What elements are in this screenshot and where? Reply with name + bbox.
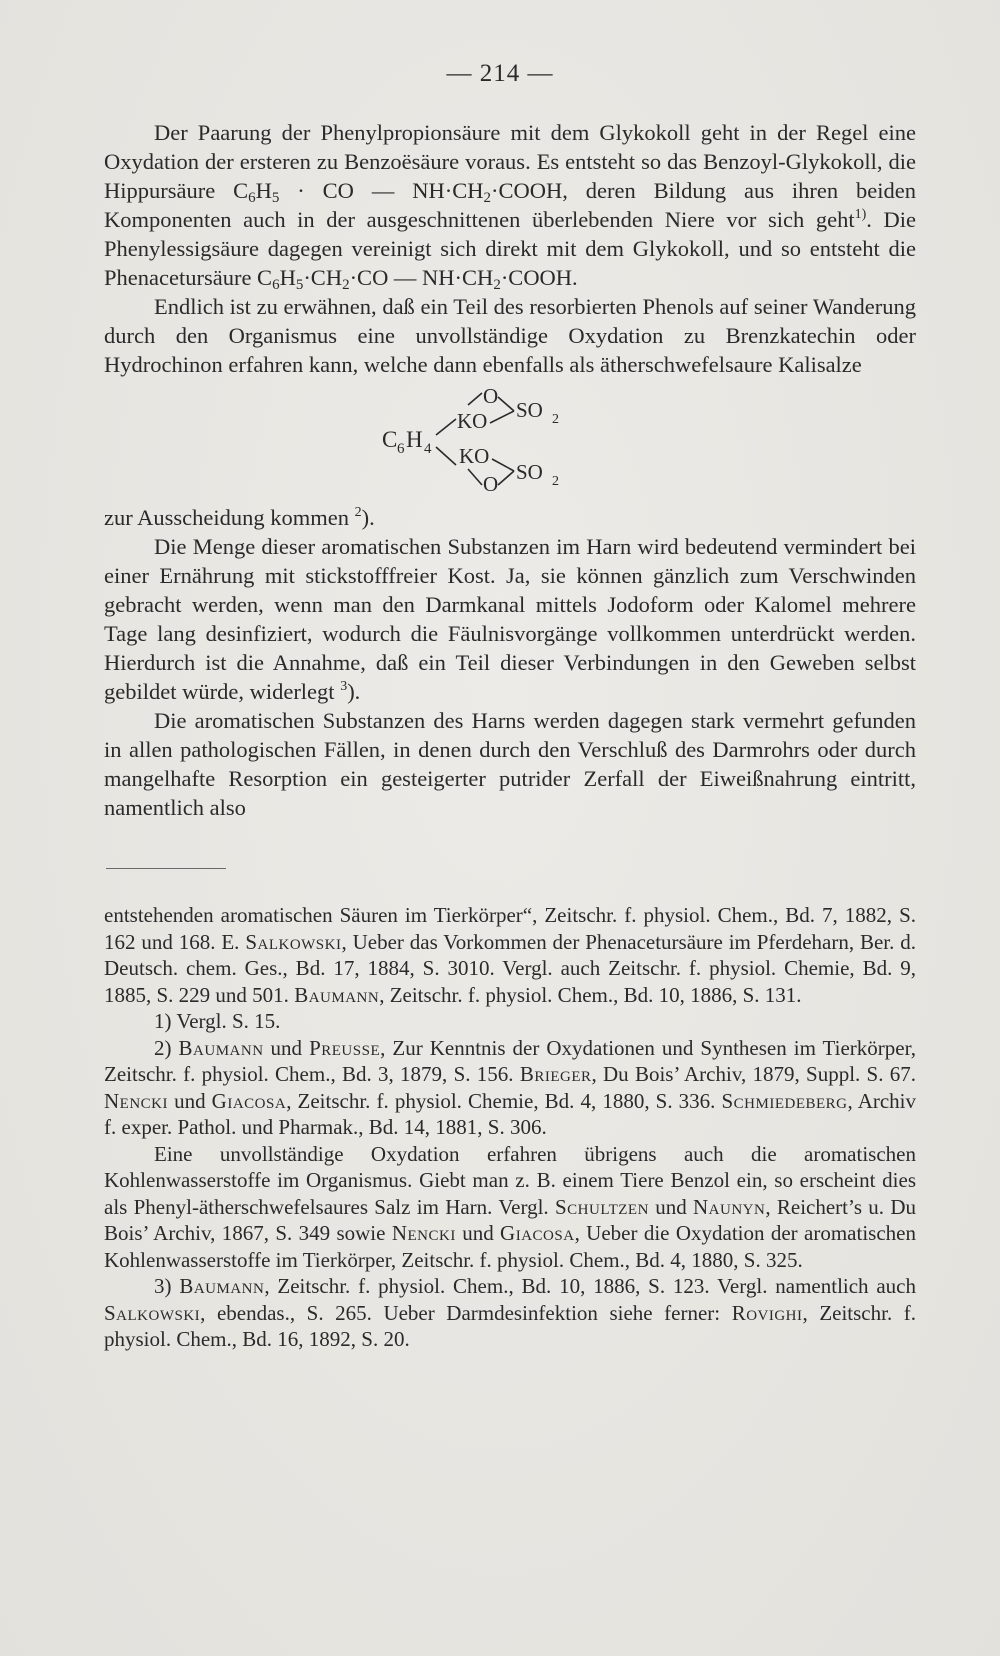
bond-so2-bottom-a (492, 459, 514, 471)
footnote-2-continued: Eine unvollständige Oxydation erfahren übrigens auch die aromatischen Kohlenwasserstoffe im Organismus. Giebt man z. B. einem Tiere Benzol ein, so erscheint dies als Phenyl-ätherschwefelsaures Salz im Harn. Vergl. Schultzen und Naunyn, Reichert’s u. Du Bois’ Archiv, 1867, S. 349 sowie Nencki und Giacosa, Ueber die Oxydation der aromatischen Kohlenwasserstoffe im Tierkörper, Zeitschr. f. physiol. Chem., Bd. 4, 1880, S. 325. (104, 1141, 916, 1272)
formula-ko-bottom: KO (459, 444, 490, 468)
footnote-3: 3) Baumann, Zeitschr. f. physiol. Chem., Bd. 10, 1886, S. 123. Vergl. namentlich auch Salkowski, ebendas., S. 265. Ueber Darmdesinfektion siehe ferner: Rovighi, Zeitschr. f. physiol. Chem., Bd. 16, 1892, S. 20. (104, 1274, 917, 1351)
main-text (104, 118, 916, 822)
bond-upper (436, 419, 456, 435)
formula-sub4: 4 (424, 441, 432, 457)
paragraph-3: zur Ausscheidung kommen $^2$). (104, 505, 375, 530)
bond-o-top (468, 393, 482, 405)
bond-so2-top-b (490, 411, 514, 423)
footnote-2: 2) Baumann und Preusse, Zur Kenntnis der Oxydationen und Synthesen im Tierkörper, Zeitschr. f. physiol. Chem., Bd. 3, 1879, S. 156. Brieger, Du Bois’ Archiv, 1879, Suppl. S. 67. Nencki und Giacosa, Zeitschr. f. physiol. Chemie, Bd. 4, 1880, S. 336. Schmiedeberg, Archiv f. exper. Pathol. und Pharmak., Bd. 14, 1881, S. 306. (104, 1035, 917, 1139)
footnote-ref-3: 3 (340, 679, 348, 694)
formula-sub6: 6 (397, 441, 405, 457)
footnote-ref-2: 2 (354, 505, 362, 520)
formula-so2-top: SO (516, 398, 543, 422)
footnote-continuation: entstehenden aromatischen Säuren im Tierkörper“, Zeitschr. f. physiol. Chem., Bd. 7, 1882, S. 162 und 168. E. Salkowski, Ueber das Vorkommen der Phenacetursäure im Pferdeharn, Ber. d. Deutsch. chem. Ges., Bd. 17, 1884, S. 3010. Vergl. auch Zeitschr. f. physiol. Chemie, Bd. 9, 1885, S. 229 und 501. Baumann, Zeitschr. f. physiol. Chem., Bd. 10, 1886, S. 131. (104, 903, 917, 1007)
paragraph-4: Die Menge dieser aromatischen Substanzen im Harn wird bedeutend vermindert bei einer Ernährung mit stickstofffreier Kost. Ja, sie können gänzlich zum Verschwinden gebracht werden, wenn man den Darmkanal mittels Jodoform oder Kalomel mehrere Tage lang desinfiziert, wodurch die Fäulnisvorgänge vollkommen unterdrückt werden. Hierdurch ist die Annahme, daß ein Teil dieser Verbindungen in den Geweben selbst gebildet würde, widerlegt $^3$). (104, 534, 916, 704)
formula-so2-bottom: SO (516, 460, 543, 484)
bond-so2-top-a (498, 397, 514, 411)
bond-lower (436, 447, 456, 465)
paragraph-1: Der Paarung der Phenylpropionsäure mit dem Glykokoll geht in der Regel eine Oxydation der ersteren zu Benzoësäure voraus. Es entsteht so das Benzoyl-Glykokoll, die Hippursäure $C_6H_5$ · CO — $NH\cdot CH_2\cdot COOH$, deren Bildung aus ihren beiden Komponenten auch in der ausgeschnittenen überlebenden Niere vor sich geht$^{1)}$. Die Phenylessigsäure dagegen vereinigt sich direkt mit dem Glykokoll, und so entsteht die Phenacetursäure $C_6H_5\cdot CH_2\cdot CO$ — $NH\cdot CH_2\cdot COOH$. (104, 120, 916, 293)
footnotes (104, 902, 916, 1353)
bond-so2-bottom-b (498, 471, 514, 485)
formula-h: H (406, 427, 423, 452)
chemical-formula (104, 383, 916, 501)
paragraph-2: Endlich ist zu erwähnen, daß ein Teil des resorbierten Phenols auf seiner Wanderung durch den Organismus eine unvollständige Oxydation zu Brenzkatechin oder Hydrochinon erfahren kann, welche dann ebenfalls als ätherschwefelsaure Kalisalze (104, 294, 916, 377)
formula-diagram (104, 383, 916, 501)
footnote-1: 1) Vergl. S. 15. (154, 1009, 281, 1033)
bond-o-bottom (468, 469, 482, 485)
formula-o-top: O (483, 384, 499, 408)
page-number: — 214 — (446, 60, 554, 87)
footnote-divider (106, 868, 226, 869)
footnote-ref-1: 1) (854, 207, 867, 222)
formula-sub2-top: 2 (552, 412, 559, 427)
paragraph-5: Die aromatischen Substanzen des Harns werden dagegen stark vermehrt gefunden in allen pathologischen Fällen, in denen durch den Verschluß des Darmrohrs oder durch mangelhafte Resorption ein gesteigerter putrider Zerfall der Eiweißnahrung eintritt, namentlich also (104, 708, 916, 820)
formula-c: C (382, 427, 398, 452)
formula-ko-top: KO (457, 409, 488, 433)
formula-sub2-bottom: 2 (552, 474, 559, 489)
formula-o-bottom: O (483, 472, 499, 496)
